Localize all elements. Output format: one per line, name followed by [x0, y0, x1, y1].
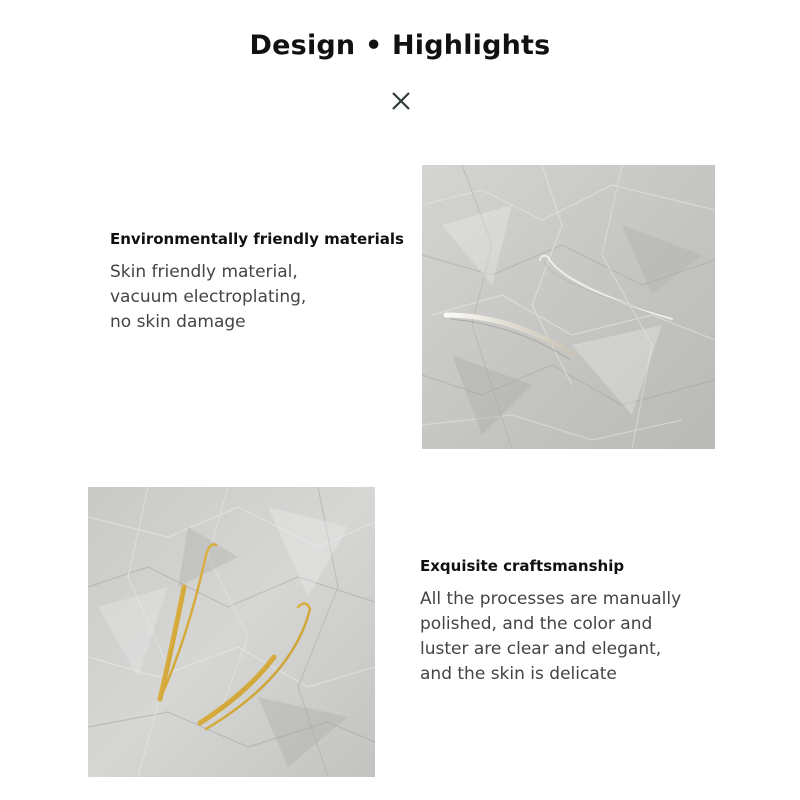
feature-text-line: Skin friendly material, — [110, 262, 298, 282]
page-title: Design • Highlights — [249, 30, 551, 61]
feature-text-line: and the skin is delicate — [420, 664, 617, 684]
feature-text-line: no skin damage — [110, 312, 246, 332]
feature-text-line: All the processes are manually — [420, 589, 682, 609]
gold-earrings-photo — [88, 487, 375, 777]
feature-materials — [110, 230, 410, 335]
feature-heading: Exquisite craftsmanship — [420, 557, 625, 575]
feature-text-line: vacuum electroplating, — [110, 287, 307, 307]
feature-text-line: luster are clear and elegant, — [420, 639, 662, 659]
feature-heading: Environmentally friendly materials — [110, 230, 404, 248]
feature-text-line: polished, and the color and — [420, 614, 653, 634]
silver-earrings-photo — [422, 165, 715, 449]
feature-craftsmanship — [420, 557, 720, 687]
close-x-icon — [390, 90, 412, 112]
